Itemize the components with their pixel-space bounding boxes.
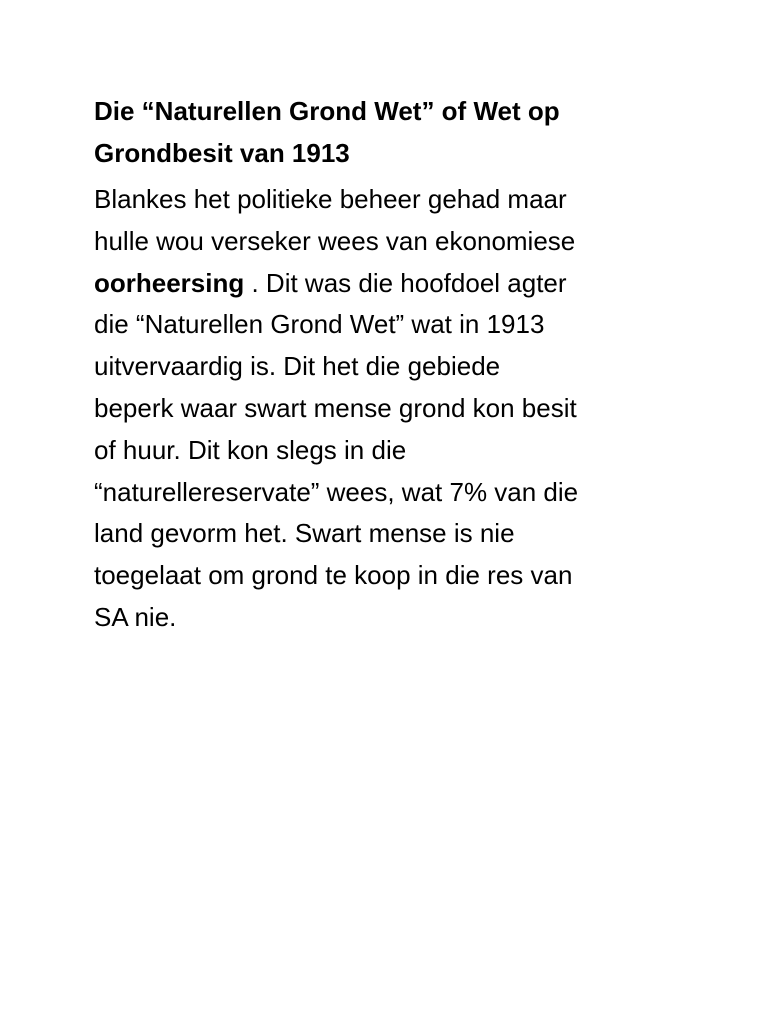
body-line-rest: . Dit was die hoofdoel agter: [244, 267, 567, 298]
document-title: [94, 90, 694, 174]
body-line: die “Naturellen Grond Wet” wat in 1913: [94, 309, 545, 340]
title-line: Grondbesit van 1913: [94, 138, 350, 168]
body-line: of huur. Dit kon slegs in die: [94, 434, 407, 465]
body-line: toegelaat om grond te koop in die res van: [94, 560, 573, 591]
body-line: [94, 263, 694, 305]
body-line: land gevorm het. Swart mense is nie: [94, 518, 515, 549]
body-line: “naturellereservate” wees, wat 7% van die: [94, 476, 579, 507]
document-page: [94, 90, 694, 639]
body-line: beperk waar swart mense grond kon besit: [94, 392, 577, 423]
body-paragraph: [94, 179, 694, 639]
title-line: Die “Naturellen Grond Wet” of Wet op: [94, 96, 560, 126]
emphasized-term: oorheersing: [94, 267, 245, 298]
body-line: SA nie.: [94, 601, 177, 632]
body-line: Blankes het politieke beheer gehad maar: [94, 184, 567, 214]
body-line: uitvervaardig is. Dit het die gebiede: [94, 351, 501, 382]
body-line: hulle wou verseker wees van ekonomiese: [94, 225, 576, 256]
